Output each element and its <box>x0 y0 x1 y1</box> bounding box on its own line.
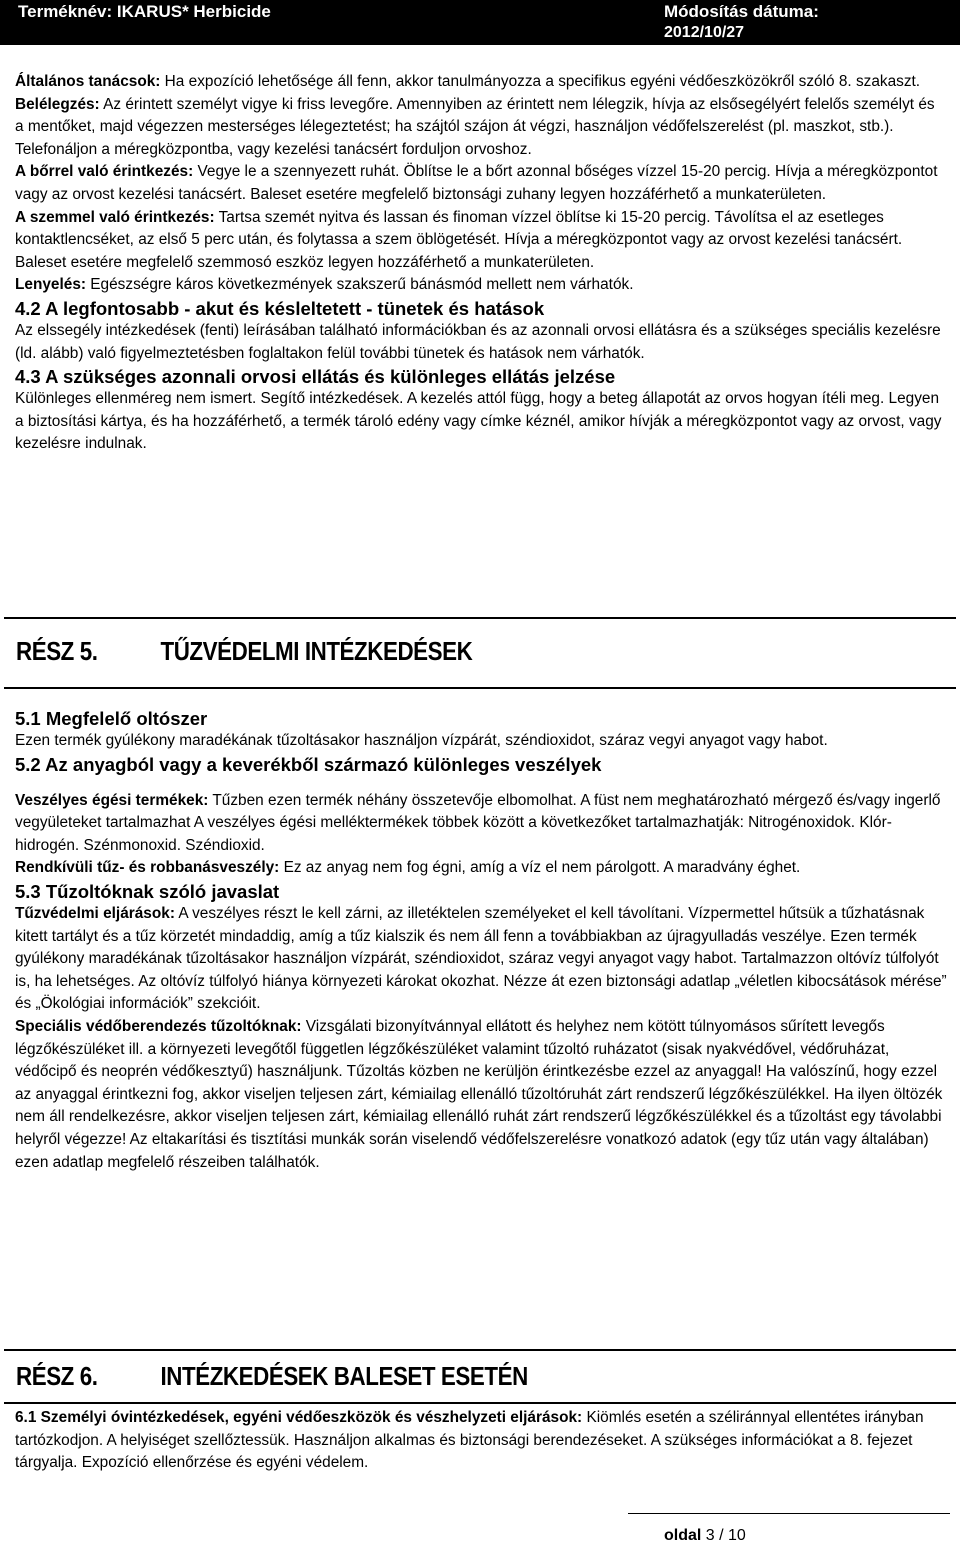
footer-rule <box>628 1513 950 1514</box>
unusual-hazards: Rendkívüli tűz- és robbanásveszély: Ez az anyag nem fog égni, amíg a víz el nem párolgott. A maradvány éghet. <box>15 859 801 877</box>
product-name: Terméknév: IKARUS* Herbicide <box>18 2 271 21</box>
section-6-heading <box>16 1361 528 1392</box>
firefighter-equipment: Speciális védőberendezés tűzoltóknak: Vizsgálati bizonyítvánnyal ellátott és helyhez nem kötött túlnyomásos sűrített levegős légzőkészüléket ill. a környezeti levegőtől független légzőkészüléket valamint tűzoltó ruházatot (sisak nyakvédővel, védőruházat, védőcipő és neoprén védőkesztyű) használjunk. Tűzoltás közben ne kerüljön érintkezésbe ezzel az anyaggal! Ha valószínű, hogy ezzel az anyaggal érintkezni fog, akkor viseljen teljesen zárt, kémiailag ellenálló tűzoltóruhát zárt rendszerű légzőkészülékkel. Ha ilyen öltözék nem áll rendelkezésre, akkor viseljen teljesen zárt, kémiailag ellenálló ruhát zárt rendszerű légzőkészülékkel és a tűzoltást egy távolabbi helyről végezze! Az eltakarítási és tisztítási munkák során viselendő védőfelszerelésre vonatkozó adatok (egy tűz után vagy általában) ezen adatlap megfelelő részeiben találhatók. <box>15 1017 943 1171</box>
section-6-title: INTÉZKEDÉSEK BALESET ESETÉN <box>160 1361 528 1391</box>
section-5-heading <box>16 636 472 667</box>
skin-contact-advice: A bőrrel való érintkezés: Vegye le a szennyezett ruhát. Öblítse le a bőrt azonnal bőséges vízzel 15-20 percig. Hívja a méregközpontot vagy az orvost kezelési tanácsért. Baleset esetére megfelelő biztonsági zuhany legyen hozzáférhető a munkaterületen. <box>15 163 938 203</box>
spacer <box>15 776 947 790</box>
paragraph-5-1: Ezen termék gyúlékony maradékának tűzoltásakor használjon vízpárát, széndioxidot, száraz vegyi anyagot vagy habot. <box>15 732 828 749</box>
section-4-content <box>15 71 947 456</box>
section-6-number: RÉSZ 6. <box>16 1361 98 1391</box>
section-5-title: TŰZVÉDELMI INTÉZKEDÉSEK <box>160 636 473 666</box>
section-5-bottom-rule <box>4 687 956 689</box>
revision-date: 2012/10/27 <box>664 24 745 41</box>
heading-4-3: 4.3 A szükséges azonnali orvosi ellátás és különleges ellátás jelzése <box>15 366 616 388</box>
heading-5-3: 5.3 Tűzoltóknak szóló javaslat <box>15 880 280 902</box>
paragraph-6-1: 6.1 Személyi óvintézkedések, egyéni védőeszközök és vészhelyzeti eljárások: Kiömlés esetén a széliránnyal ellentétes irányban tartózkodjon. A helyiséget szellőztessük. Használjon alkalmas és biztonsági berendezéseket. A szükséges információkat a 8. fejezet tárgyalja. Expozíció ellenőrzése és egyéni védelem. <box>15 1409 924 1472</box>
section-5-number: RÉSZ 5. <box>16 636 98 666</box>
section-6-bottom-rule <box>4 1402 956 1404</box>
paragraph-4-3: Különleges ellenméreg nem ismert. Segítő intézkedések. A kezelés attól függ, hogy a beteg állapotát az orvos hogyan ítéli meg. Legyen a biztosítási kártya, és ha hozzáférhető, a termék tároló edény vagy címke kéznél, amikor hívják a méregközpontot vagy az orvost, vagy kezelésre indulnak. <box>15 390 942 453</box>
heading-4-2: 4.2 A legfontosabb - akut és késleltetett - tünetek és hatások <box>15 297 545 319</box>
inhalation-advice: Belélegzés: Az érintett személyt vigye ki friss levegőre. Amennyiben az érintett nem lélegzik, hívja az elsősegélyért felelős személyt és a mentőket, majd végezzen mesterséges lélegeztetést; ha szájtól szájon át végzi, használjon védőfelszerelést (pl. maszkot, stb.). Telefonáljon a méregközpontba, vagy kezelési tanácsért forduljon orvoshoz. <box>15 95 935 158</box>
section-6-top-rule <box>4 1349 956 1351</box>
general-advice: Általános tanácsok: Ha expozíció lehetősége áll fenn, akkor tanulmányozza a specifikus egyéni védőeszközökről szóló 8. szakaszt. <box>15 73 921 90</box>
firefighting-procedures: Tűzvédelmi eljárások: A veszélyes részt le kell zárni, az illetéktelen személyeket el kell távolítani. Vízpermettel hűtsük a tűzhatásnak kitett tartályt és a tűz körzetét mindaddig, amíg a tűz kialszik és nem áll fenn a továbbiakban az újragyulladás veszélye. Ezen termék gyúlékony maradékának tűzoltásakor használjon vízpárát, széndioxidot, száraz vegyi anyagot vagy habot. Tartalmazzon oltóvíz túlfolyót is, ha lehetséges. Az oltóvíz túlfolyó hiánya környezeti károkat okozhat. Nézze át ezen biztonsági adatlap „véletlen kibocsátások mérése” és „Ökológiai információk” szekcióit. <box>15 904 947 1013</box>
heading-5-2: 5.2 Az anyagból vagy a keverékből származó különleges veszélyek <box>15 753 602 775</box>
hazardous-combustion: Veszélyes égési termékek: Tűzben ezen termék néhány összetevője elbomolhat. A füst nem meghatározható mérgező és/vagy ingerlő vegyületeket tartalmazhat A veszélyes égési melléktermékek többek között a következőket tartalmazhatják: Nitrogénoxidok. Klór-hidrogén. Szénmonoxid. Széndioxid. <box>15 791 941 854</box>
document-header <box>0 0 960 45</box>
ingestion-advice: Lenyelés: Egészségre káros következmények szakszerű bánásmód mellett nem várhatók. <box>15 276 634 294</box>
page-number: oldal 3 / 10 <box>664 1527 746 1544</box>
heading-5-1: 5.1 Megfelelő oltószer <box>15 708 208 729</box>
paragraph-4-2: Az elssegély intézkedések (fenti) leírásában található információkban és az azonnali orvosi ellátásra és a szükséges speciális kezelésre (ld. alább) való figyelmeztetésben foglaltakon felül további tünetek és hatások nem várhatók. <box>15 321 941 362</box>
section-5-content <box>15 707 947 1174</box>
section-5-top-rule <box>4 617 956 619</box>
eye-contact-advice: A szemmel való érintkezés: Tartsa szemét nyitva és lassan és finoman vízzel öblítse ki 15-20 percig. Távolítsa el az esetleges kontaktlencséket, az első 5 perc után, és folytassa a szem öblögetését. Hívja a méregközpontot vagy az orvost kezelési tanácsért. Baleset esetére megfelelő szemmosó eszköz legyen hozzáférhető a munkaterületen. <box>15 208 903 271</box>
revision-date-label: Módosítás dátuma: <box>664 2 819 21</box>
section-6-content <box>15 1407 947 1475</box>
